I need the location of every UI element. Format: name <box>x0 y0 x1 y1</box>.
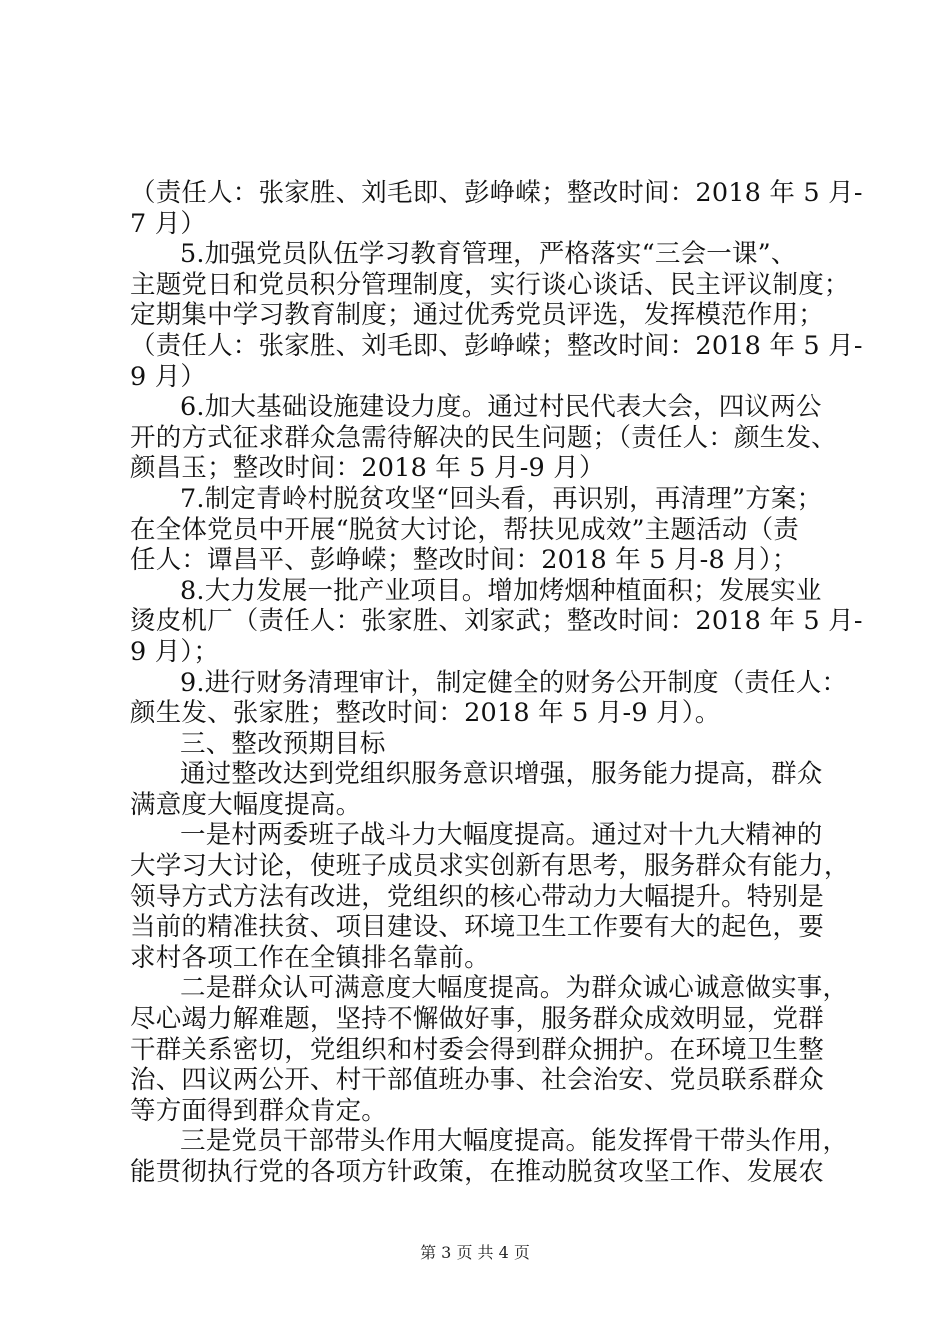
page-number-label: 第 3 页 共 4 页 <box>420 1243 530 1262</box>
text-line: 9 月） <box>130 361 207 392</box>
text-line: （责任人：张家胜、刘毛即、彭峥嵘；整改时间：2018 年 5 月- <box>130 178 863 208</box>
text-line: 7.制定青岭村脱贫攻坚“回头看，再识别，再清理”方案； <box>180 483 823 514</box>
text-line: 求村各项工作在全镇排名靠前。 <box>130 942 490 973</box>
text-line: 三、整改预期目标 <box>180 728 386 759</box>
text-line: 满意度大幅度提高。 <box>130 789 362 820</box>
text-line: 通过整改达到党组织服务意识增强，服务能力提高，群众 <box>180 759 823 790</box>
text-line: 5.加强党员队伍学习教育管理，严格落实“三会一课”、 <box>180 239 797 270</box>
text-line: 任人：谭昌平、彭峥嵘；整改时间：2018 年 5 月-8 月）； <box>130 545 798 576</box>
text-line: 主题党日和党员积分管理制度，实行谈心谈话、民主评议制度； <box>130 269 850 300</box>
text-line: 尽心竭力解难题，坚持不懈做好事，服务群众成效明显，党群 <box>130 1004 824 1035</box>
document-body <box>130 178 863 1188</box>
text-line: 7 月） <box>130 208 207 239</box>
text-line: 9 月）； <box>130 636 220 667</box>
page-footer <box>0 1243 950 1263</box>
text-line: 等方面得到群众肯定。 <box>130 1095 388 1126</box>
text-line: 干群关系密切，党组织和村委会得到群众拥护。在环境卫生整 <box>130 1034 824 1065</box>
text-line: 烫皮机厂（责任人：张家胜、刘家武；整改时间：2018 年 5 月- <box>130 606 863 637</box>
text-line: 8.大力发展一批产业项目。增加烤烟种植面积；发展实业 <box>180 575 822 606</box>
text-line: 二是群众认可满意度大幅度提高。为群众诚心诚意做实事， <box>180 973 849 1004</box>
text-line: 9.进行财务清理审计，制定健全的财务公开制度（责任人： <box>180 667 848 698</box>
text-line: 开的方式征求群众急需待解决的民生问题；（责任人：颜生发、 <box>130 422 837 453</box>
text-line: 大学习大讨论，使班子成员求实创新有思考，服务群众有能力， <box>130 851 850 882</box>
text-line: 当前的精准扶贫、项目建设、环境卫生工作要有大的起色，要 <box>130 912 824 943</box>
text-line: 6.加大基础设施建设力度。通过村民代表大会，四议两公 <box>180 392 822 423</box>
text-line: 三是党员干部带头作用大幅度提高。能发挥骨干带头作用， <box>180 1126 849 1157</box>
text-line: 治、四议两公开、村干部值班办事、社会治安、党员联系群众 <box>130 1065 824 1096</box>
text-line: 在全体党员中开展“脱贫大讨论，帮扶见成效”主题活动（责 <box>130 514 799 545</box>
text-line: 颜昌玉；整改时间：2018 年 5 月-9 月） <box>130 453 605 484</box>
text-line: 能贯彻执行党的各项方针政策，在推动脱贫攻坚工作、发展农 <box>130 1157 824 1187</box>
text-line: 颜生发、张家胜；整改时间：2018 年 5 月-9 月）。 <box>130 698 721 729</box>
text-line: （责任人：张家胜、刘毛即、彭峥嵘；整改时间：2018 年 5 月- <box>130 330 863 361</box>
text-line: 一是村两委班子战斗力大幅度提高。通过对十九大精神的 <box>180 820 823 851</box>
text-line: 定期集中学习教育制度；通过优秀党员评选，发挥模范作用； <box>130 300 824 331</box>
text-line: 领导方式方法有改进，党组织的核心带动力大幅提升。特别是 <box>130 881 824 912</box>
